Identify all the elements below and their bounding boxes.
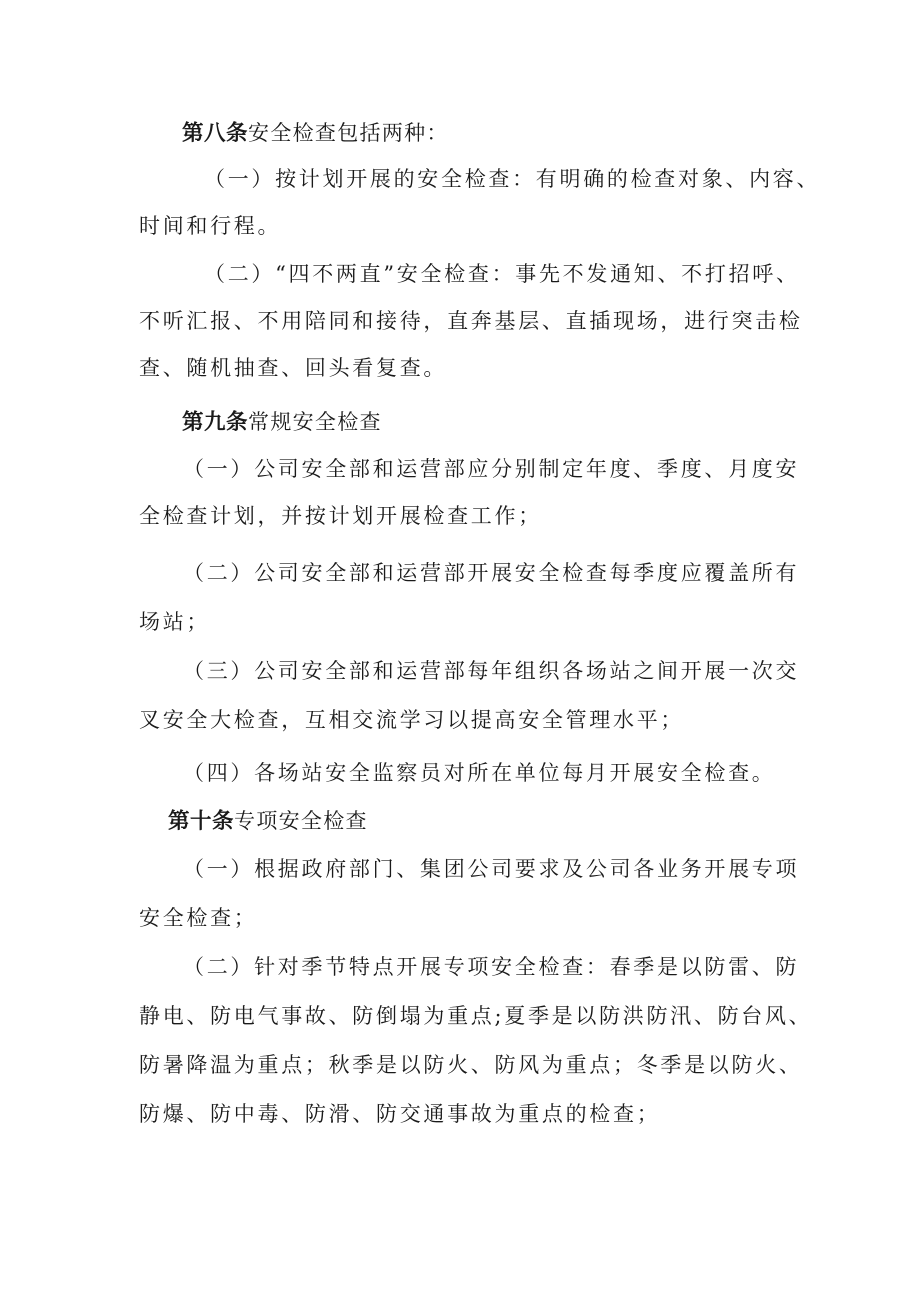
- article-9-label: 第九条: [182, 410, 249, 435]
- article-9-item-1-line-1: （一）公司安全部和运营部应分别制定年度、季度、月度安: [183, 457, 800, 481]
- article-8-item-1-line-2: 时间和行程。: [139, 214, 282, 238]
- article-8-heading: [182, 113, 449, 153]
- article-10-item-2-line-3: 防暑降温为重点；秋季是以防火、防风为重点；冬季是以防火、: [139, 1053, 803, 1077]
- article-9-item-3-line-1: （三）公司安全部和运营部每年组织各场站之间开展一次交: [183, 659, 800, 683]
- article-9-item-4-line-1: （四）各场站安全监察员对所在单位每月开展安全检查。: [183, 761, 776, 785]
- article-10-item-1-line-2: 安全检查；: [139, 906, 258, 930]
- article-9-title: 常规安全检查: [248, 410, 382, 434]
- article-10-item-2-line-1: （二）针对季节特点开展专项安全检查：春季是以防雷、防: [183, 955, 800, 979]
- article-10-label: 第十条: [168, 809, 235, 834]
- article-8-item-2-line-3: 查、随机抽查、回头看复查。: [139, 356, 448, 380]
- article-9-item-3-line-2: 叉安全大检查，互相交流学习以提高安全管理水平；: [139, 708, 685, 732]
- article-10-item-2-line-4: 防爆、防中毒、防滑、防交通事故为重点的检查；: [139, 1102, 661, 1126]
- article-8-item-2-line-2: 不听汇报、不用陪同和接待，直奔基层、直插现场，进行突击检: [139, 309, 803, 333]
- article-10-item-1-line-1: （一）根据政府部门、集团公司要求及公司各业务开展专项: [183, 857, 800, 881]
- article-9-item-2-line-1: （二）公司安全部和运营部开展安全检查每季度应覆盖所有: [183, 561, 800, 585]
- article-9-heading: [182, 402, 382, 442]
- article-8-item-1-line-1: （一）按计划开展的安全检查：有明确的检查对象、内容、: [204, 167, 821, 191]
- article-10-heading: [168, 801, 368, 841]
- article-9-item-2-line-2: 场站；: [139, 610, 211, 634]
- article-10-item-2-line-2: 静电、防电气事故、防倒塌为重点;夏季是以防洪防汛、防台风、: [139, 1004, 813, 1028]
- article-8-item-2-line-1: （二）“四不两直”安全检查：事先不发通知、不打招呼、: [204, 262, 800, 286]
- article-10-title: 专项安全检查: [234, 809, 368, 833]
- article-9-item-1-line-2: 全检查计划，并按计划开展检查工作；: [139, 504, 542, 528]
- article-8-label: 第八条: [182, 121, 249, 146]
- article-8-title: 安全检查包括两种：: [248, 121, 449, 145]
